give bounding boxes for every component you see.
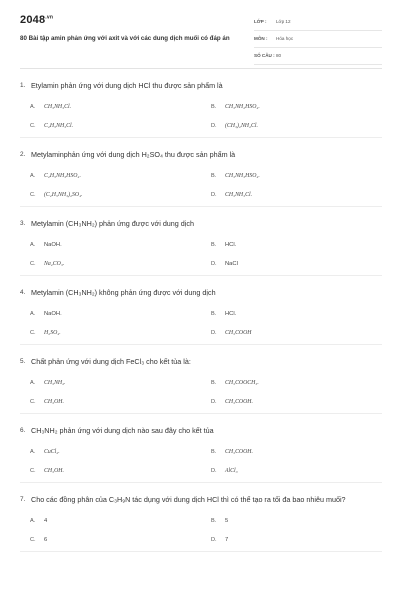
question-text: Metylamin (CH₃NH₂) không phản ứng được với dung dịch bbox=[31, 288, 216, 297]
option-row bbox=[20, 442, 382, 461]
option-letter: A. bbox=[30, 172, 36, 179]
option-letter: C. bbox=[30, 329, 36, 336]
answer-options bbox=[20, 97, 382, 135]
answer-option[interactable] bbox=[201, 311, 382, 317]
option-row bbox=[20, 254, 382, 273]
question-text: Etylamin phản ứng với dung dịch HCl thu được sản phẩm là bbox=[31, 81, 223, 90]
option-text: C₂H₅NH₃Cl. bbox=[44, 122, 74, 129]
answer-option[interactable] bbox=[201, 518, 382, 524]
question-text: Metylaminphản ứng với dung dịch H₂SO₄ thu được sản phẩm là bbox=[31, 150, 236, 159]
option-text: C₂H₅NH₃HSO₄. bbox=[44, 172, 81, 179]
option-text: HCl. bbox=[225, 310, 237, 317]
question-number: 2. bbox=[20, 151, 26, 158]
option-text: CH₃OH. bbox=[44, 467, 64, 474]
option-row bbox=[20, 166, 382, 185]
answer-option[interactable] bbox=[20, 537, 201, 543]
option-letter: A. bbox=[30, 379, 36, 386]
option-text: NaOH. bbox=[44, 241, 62, 248]
answer-option[interactable] bbox=[201, 123, 382, 129]
option-letter: B. bbox=[211, 517, 217, 524]
option-text: Na₂CO₃. bbox=[44, 260, 65, 267]
option-text: CH₃NH₂HSO₄. bbox=[225, 103, 260, 110]
question-text-row bbox=[20, 425, 382, 436]
option-text: CH₃COOH. bbox=[225, 398, 253, 405]
question-number: 4. bbox=[20, 289, 26, 296]
answer-option[interactable] bbox=[201, 399, 382, 405]
answer-option[interactable] bbox=[20, 173, 201, 179]
option-text: CH₃COOCH₃. bbox=[225, 379, 259, 386]
answer-option[interactable] bbox=[201, 242, 382, 248]
question-divider bbox=[20, 206, 382, 207]
answer-option[interactable] bbox=[20, 468, 201, 474]
answer-options bbox=[20, 511, 382, 549]
answer-options bbox=[20, 166, 382, 204]
answer-options bbox=[20, 442, 382, 480]
option-letter: C. bbox=[30, 122, 36, 129]
answer-option[interactable] bbox=[201, 537, 382, 543]
option-letter: C. bbox=[30, 191, 36, 198]
option-row bbox=[20, 461, 382, 480]
option-letter: A. bbox=[30, 310, 36, 317]
option-text: NaOH. bbox=[44, 310, 62, 317]
option-letter: D. bbox=[211, 467, 217, 474]
option-text: CuCl₂. bbox=[44, 448, 60, 455]
option-letter: C. bbox=[30, 398, 36, 405]
answer-option[interactable] bbox=[201, 380, 382, 386]
option-letter: D. bbox=[211, 329, 217, 336]
answer-option[interactable] bbox=[20, 261, 201, 267]
option-letter: B. bbox=[211, 172, 217, 179]
question-item bbox=[20, 494, 382, 552]
option-letter: C. bbox=[30, 467, 36, 474]
answer-options bbox=[20, 304, 382, 342]
question-divider bbox=[20, 344, 382, 345]
option-text: HCl. bbox=[225, 241, 237, 248]
option-letter: B. bbox=[211, 310, 217, 317]
question-number: 3. bbox=[20, 220, 26, 227]
option-row bbox=[20, 373, 382, 392]
question-text: Metylamin (CH₃NH₂) phản ứng được với dung dịch bbox=[31, 219, 194, 228]
meta-count-row bbox=[254, 50, 382, 65]
question-text: Cho các đồng phân của C₃H₉N tác dụng với dung dịch HCl thì có thể tạo ra tối đa bao nhiêu muối? bbox=[31, 495, 346, 504]
option-row bbox=[20, 235, 382, 254]
option-letter: D. bbox=[211, 398, 217, 405]
answer-option[interactable] bbox=[20, 242, 201, 248]
option-row bbox=[20, 530, 382, 549]
option-letter: B. bbox=[211, 103, 217, 110]
option-letter: D. bbox=[211, 122, 217, 129]
option-text: 5 bbox=[225, 517, 229, 524]
question-number: 7. bbox=[20, 496, 26, 503]
question-list bbox=[20, 80, 382, 563]
question-item bbox=[20, 287, 382, 345]
option-letter: B. bbox=[211, 379, 217, 386]
meta-subject-value: Hóa học bbox=[276, 36, 294, 41]
question-number: 1. bbox=[20, 82, 26, 89]
meta-class-row bbox=[254, 16, 382, 31]
meta-subject-label: MÔN : bbox=[254, 36, 268, 41]
option-text: AlCl₃ bbox=[225, 467, 238, 474]
answer-option[interactable] bbox=[201, 104, 382, 110]
option-row bbox=[20, 116, 382, 135]
option-letter: D. bbox=[211, 536, 217, 543]
option-text: (C₂H₅NH₃)₂SO₄. bbox=[44, 191, 83, 198]
option-letter: A. bbox=[30, 241, 36, 248]
option-text: CH₃OH. bbox=[44, 398, 64, 405]
question-text: CH₃NH₂ phản ứng với dung dịch nào sau đây cho kết tủa bbox=[31, 426, 214, 435]
document-meta bbox=[254, 16, 382, 67]
answer-option[interactable] bbox=[201, 192, 382, 198]
answer-option[interactable] bbox=[20, 123, 201, 129]
answer-option[interactable] bbox=[201, 173, 382, 179]
option-letter: A. bbox=[30, 448, 36, 455]
option-letter: B. bbox=[211, 448, 217, 455]
option-text: CH₃COOH. bbox=[225, 448, 253, 455]
answer-option[interactable] bbox=[20, 311, 201, 317]
option-text: CH₃NH₃HSO₄. bbox=[225, 172, 260, 179]
answer-option[interactable] bbox=[201, 449, 382, 455]
meta-class-label: LỚP : bbox=[254, 19, 267, 24]
option-text: NaCl bbox=[225, 260, 238, 267]
question-divider bbox=[20, 413, 382, 414]
option-text: 4 bbox=[44, 517, 48, 524]
question-item bbox=[20, 218, 382, 276]
option-text: CH₃COOH bbox=[225, 329, 252, 336]
option-letter: C. bbox=[30, 260, 36, 267]
answer-option[interactable] bbox=[20, 518, 201, 524]
answer-option[interactable] bbox=[201, 261, 382, 267]
option-letter: C. bbox=[30, 536, 36, 543]
answer-option[interactable] bbox=[20, 399, 201, 405]
option-letter: B. bbox=[211, 241, 217, 248]
meta-class-value: Lớp 12 bbox=[276, 19, 291, 24]
question-number: 6. bbox=[20, 427, 26, 434]
question-item bbox=[20, 356, 382, 414]
document-header bbox=[20, 14, 382, 64]
answer-option[interactable] bbox=[20, 380, 201, 386]
meta-count-label: SỐ CÂU : bbox=[254, 53, 275, 58]
question-item bbox=[20, 149, 382, 207]
option-text: CH₃NH₃Cl. bbox=[225, 191, 253, 198]
option-text: (CH₃)₂NH₂Cl. bbox=[225, 122, 258, 129]
option-row bbox=[20, 97, 382, 116]
answer-options bbox=[20, 235, 382, 273]
option-text: 7 bbox=[225, 536, 229, 543]
answer-option[interactable] bbox=[20, 104, 201, 110]
option-letter: D. bbox=[211, 260, 217, 267]
option-row bbox=[20, 304, 382, 323]
header-divider bbox=[20, 68, 382, 69]
question-divider bbox=[20, 275, 382, 276]
answer-option[interactable] bbox=[20, 449, 201, 455]
question-divider bbox=[20, 551, 382, 552]
option-letter: A. bbox=[30, 103, 36, 110]
question-number: 5. bbox=[20, 358, 26, 365]
option-text: CH₃NH₃Cl. bbox=[44, 103, 72, 110]
question-text-row bbox=[20, 287, 382, 298]
site-logo[interactable]: $2048^{.vn}$ bbox=[20, 14, 54, 26]
option-text: 6 bbox=[44, 536, 48, 543]
question-text-row bbox=[20, 356, 382, 367]
answer-option[interactable] bbox=[20, 330, 201, 336]
document-title: 80 Bài tập amin phản ứng với axit và với các dung dịch muối có đáp án bbox=[20, 35, 230, 42]
question-item bbox=[20, 80, 382, 138]
option-letter: D. bbox=[211, 191, 217, 198]
answer-option[interactable] bbox=[201, 330, 382, 336]
option-letter: A. bbox=[30, 517, 36, 524]
option-text: CH₃NH₂. bbox=[44, 379, 66, 386]
answer-option[interactable] bbox=[20, 192, 201, 198]
option-row bbox=[20, 511, 382, 530]
question-text-row bbox=[20, 80, 382, 91]
question-item bbox=[20, 425, 382, 483]
answer-options bbox=[20, 373, 382, 411]
question-text: Chất phản ứng với dung dịch FeCl₃ cho kết tủa là: bbox=[31, 357, 191, 366]
option-text: H₂SO₄. bbox=[44, 329, 61, 336]
option-row bbox=[20, 392, 382, 411]
question-divider bbox=[20, 137, 382, 138]
option-row bbox=[20, 185, 382, 204]
question-text-row bbox=[20, 149, 382, 160]
meta-subject-row bbox=[254, 33, 382, 48]
question-text-row bbox=[20, 494, 382, 505]
option-row bbox=[20, 323, 382, 342]
answer-option[interactable] bbox=[201, 468, 382, 474]
question-text-row bbox=[20, 218, 382, 229]
question-divider bbox=[20, 482, 382, 483]
meta-count-value: 80 bbox=[276, 53, 282, 58]
